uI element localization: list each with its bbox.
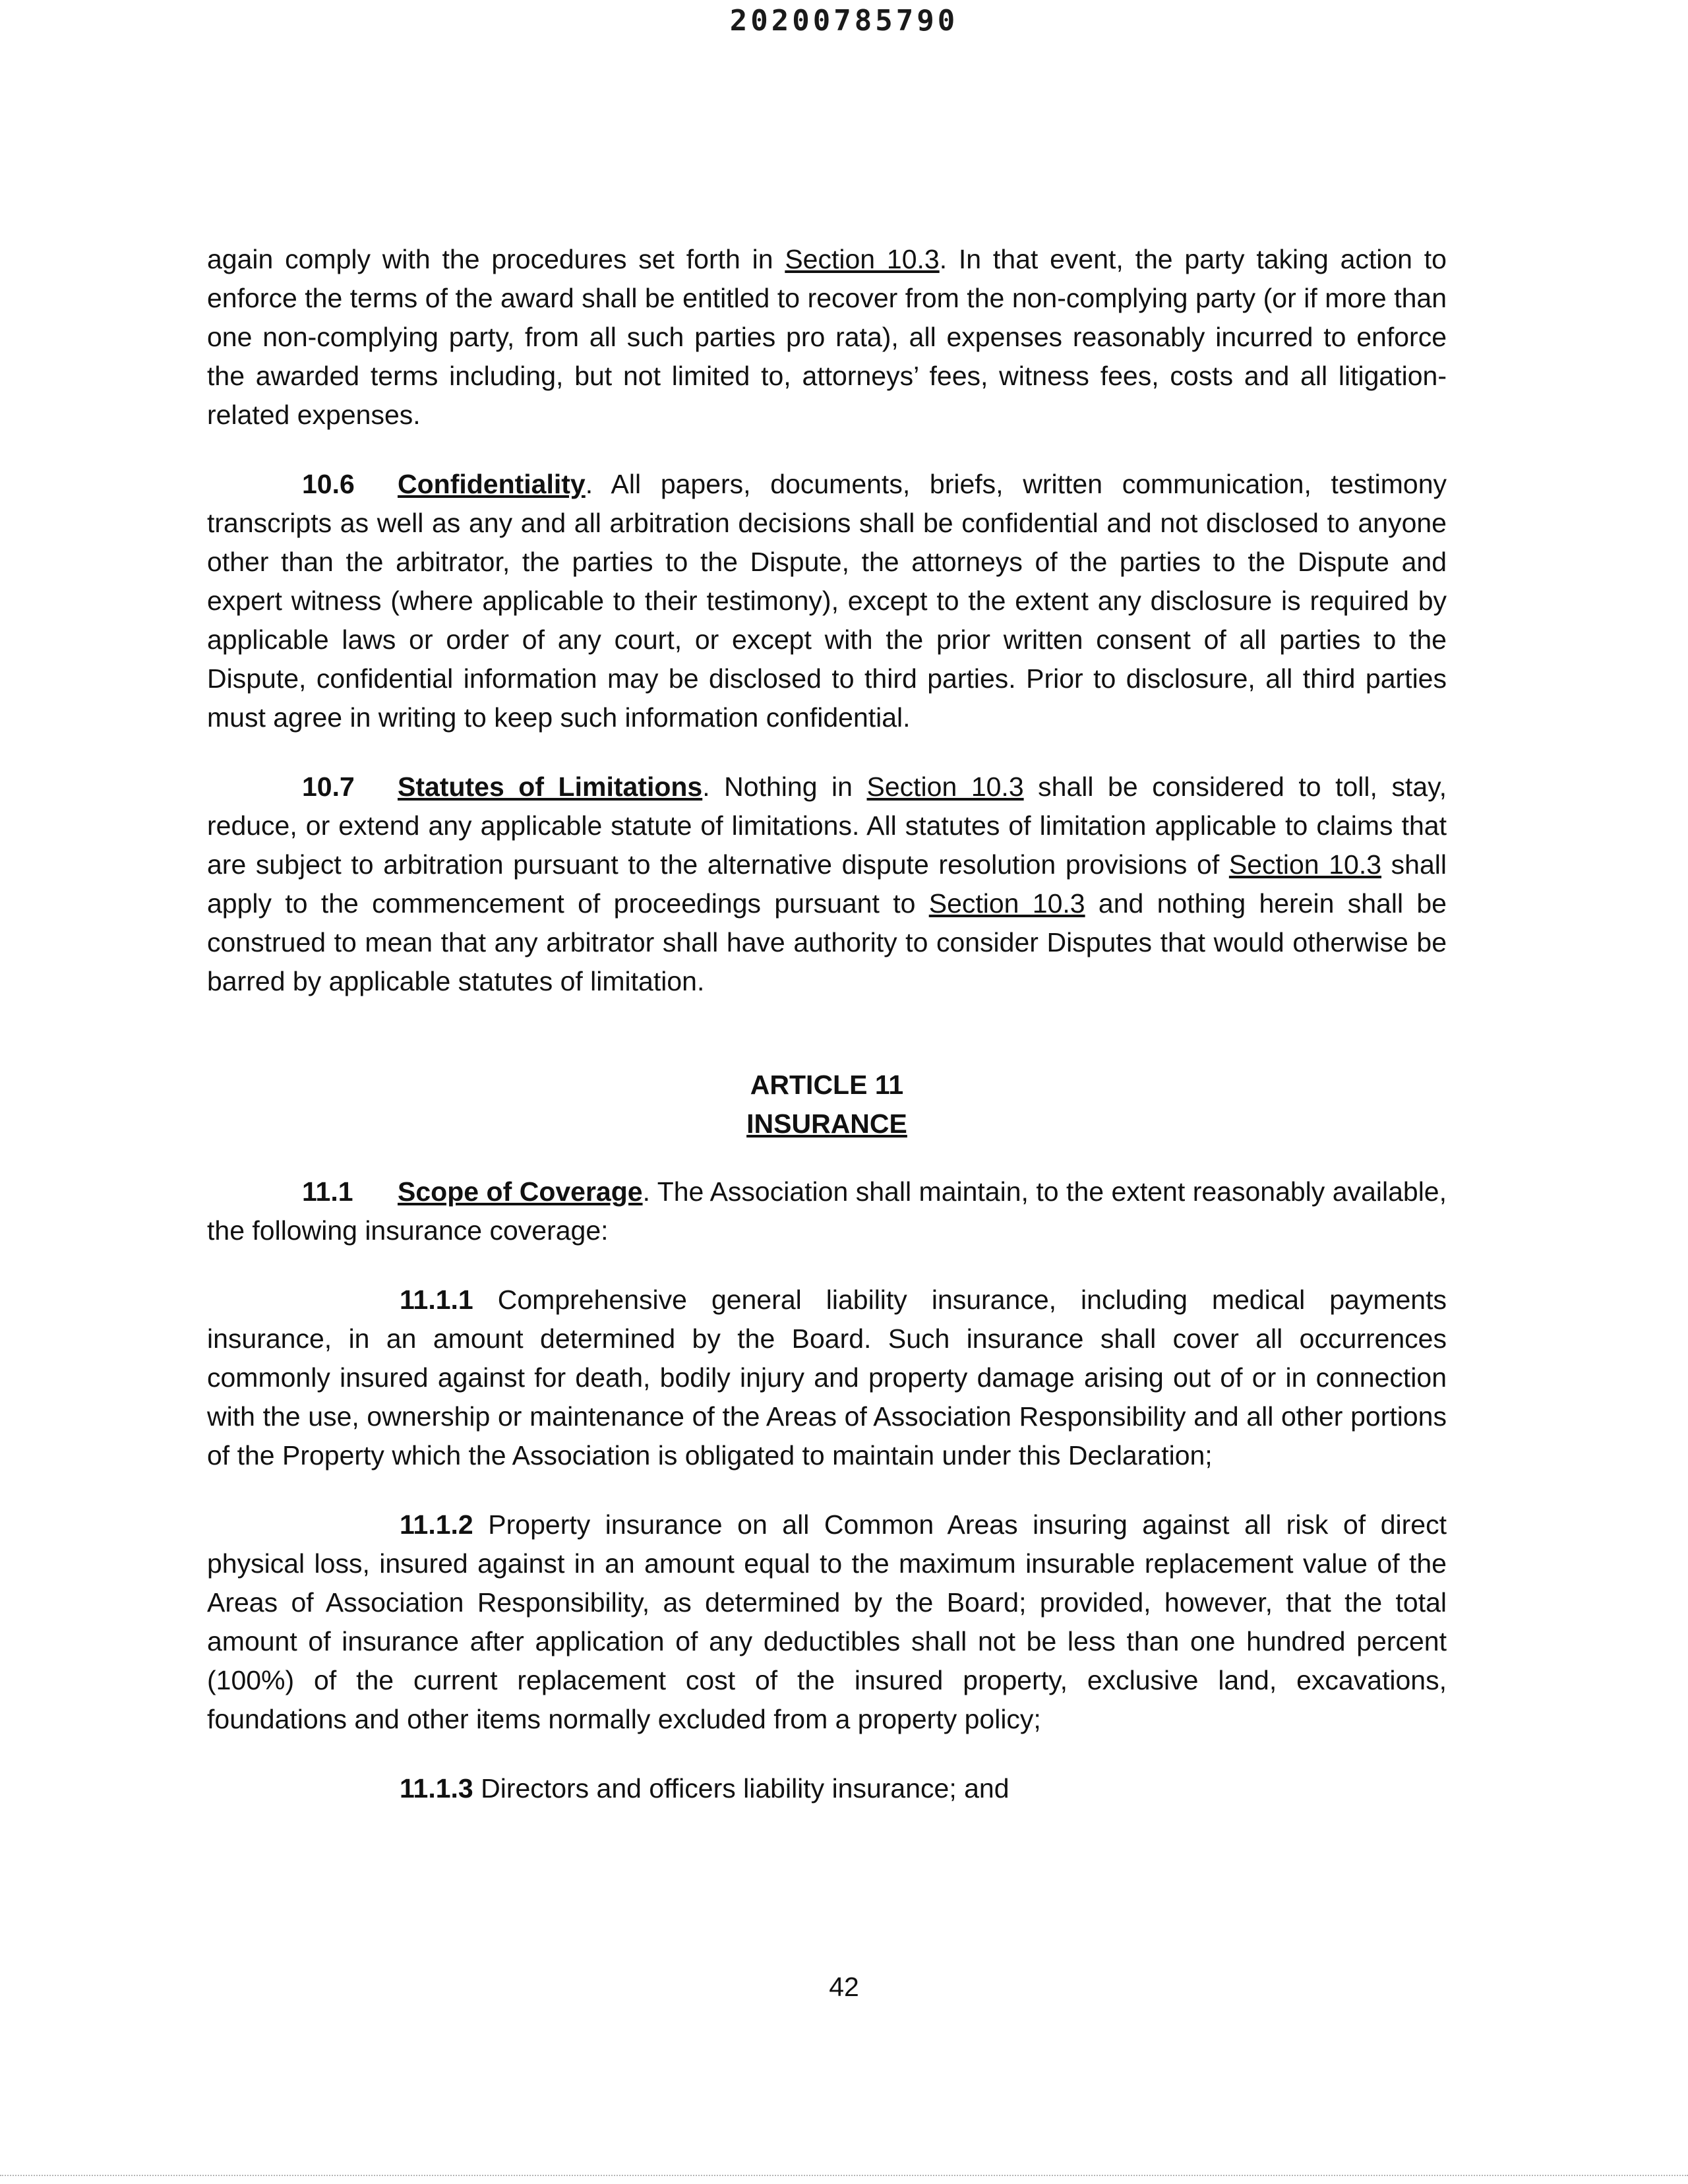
section-body: shall apply to the commencement of proceedings pursuant to (207, 849, 1447, 919)
section-reference: Section 10.3 (785, 244, 940, 274)
subsection-body: Directors and officers liability insurance; and (473, 1773, 1010, 1804)
section-body: . All papers, documents, briefs, written communication, testimony transcripts as well as any and all arbitration decisions shall be confidential and not disclosed to anyone other than the arbitrator, the parties to the Dispute, the attorneys of the parties to the Dispute and expert witness (where applicable to their testimony), except to the extent any disclosure is required by applicable laws or order of any court, or except with the prior written consent of all parties to the Dispute, confidential information may be disclosed to third parties. Prior to disclosure, all third parties must agree in writing to keep such information confidential. (207, 469, 1447, 733)
subsection-number: 11.1.1 (400, 1285, 473, 1315)
section-reference: Section 10.3 (1228, 849, 1382, 880)
section-10-7 (207, 768, 1447, 1001)
document-number: 20200785790 (729, 4, 959, 38)
paragraph-text: . In that event, the party taking action to enforce the terms of the award shall be entitled to recover from the non-complying party (or if more than one non-complying party, from all such parties pro rata), all expenses reasonably incurred to enforce the awarded terms including, but not limited to, attorneys’ fees, witness fees, costs and all litigation-related expenses. (207, 244, 1447, 430)
page-number: 42 (829, 1972, 859, 2002)
section-number: 10.6 (302, 469, 355, 499)
section-11-1-2 (207, 1505, 1447, 1739)
article-title: INSURANCE (746, 1108, 907, 1139)
section-number: 11.1 (302, 1176, 353, 1207)
subsection-number: 11.1.2 (400, 1509, 473, 1540)
section-title: Confidentiality (398, 469, 586, 499)
section-title: Statutes of Limitations (398, 772, 703, 802)
subsection-body: Comprehensive general liability insurance, including medical payments insurance, in an amount determined by the Board. Such insurance shall cover all occurrences commonly insured against for death, bodily injury and property damage arising out of or in connection with the use, ownership or maintenance of the Areas of Association Responsibility and all other portions of the Property which the Association is obligated to maintain under this Declaration; (207, 1285, 1447, 1471)
article-number: ARTICLE 11 (750, 1070, 904, 1100)
section-11-1-3 (207, 1769, 1447, 1808)
section-body: shall be considered to toll, stay, reduce, or extend any applicable statute of limitations. All statutes of limitation applicable to claims that are subject to arbitration pursuant to the alternative dispute resolution provisions of (207, 772, 1447, 880)
section-body: . The Association shall maintain, to the extent reasonably available, the following insurance coverage: (207, 1176, 1447, 1246)
subsection-body: Property insurance on all Common Areas insuring against all risk of direct physical loss, insured against in an amount equal to the maximum insurable replacement value of the Areas of Association Responsibility, as determined by the Board; provided, however, that the total amount of insurance after application of any deductibles shall not be less than one hundred percent (100%) of the current replacement cost of the insured property, exclusive land, excavations, foundations and other items normally excluded from a property policy; (207, 1509, 1447, 1734)
page-body (207, 240, 1447, 1838)
paragraph-continuation (207, 240, 1447, 435)
section-11-1-1 (207, 1281, 1447, 1475)
section-body: . Nothing in (702, 772, 867, 802)
section-10-6 (207, 465, 1447, 737)
section-body: and nothing herein shall be construed to mean that any arbitrator shall have authority to consider Disputes that would otherwise be barred by applicable statutes of limitation. (207, 888, 1447, 996)
paragraph-text: again comply with the procedures set forth in (207, 244, 785, 274)
subsection-number: 11.1.3 (400, 1773, 473, 1804)
section-reference: Section 10.3 (866, 772, 1024, 802)
section-number: 10.7 (302, 772, 355, 802)
section-reference: Section 10.3 (928, 888, 1085, 919)
article-heading (207, 1066, 1447, 1143)
scan-edge-line (0, 2175, 1688, 2176)
section-11-1 (207, 1172, 1447, 1250)
section-title: Scope of Coverage (398, 1176, 643, 1207)
